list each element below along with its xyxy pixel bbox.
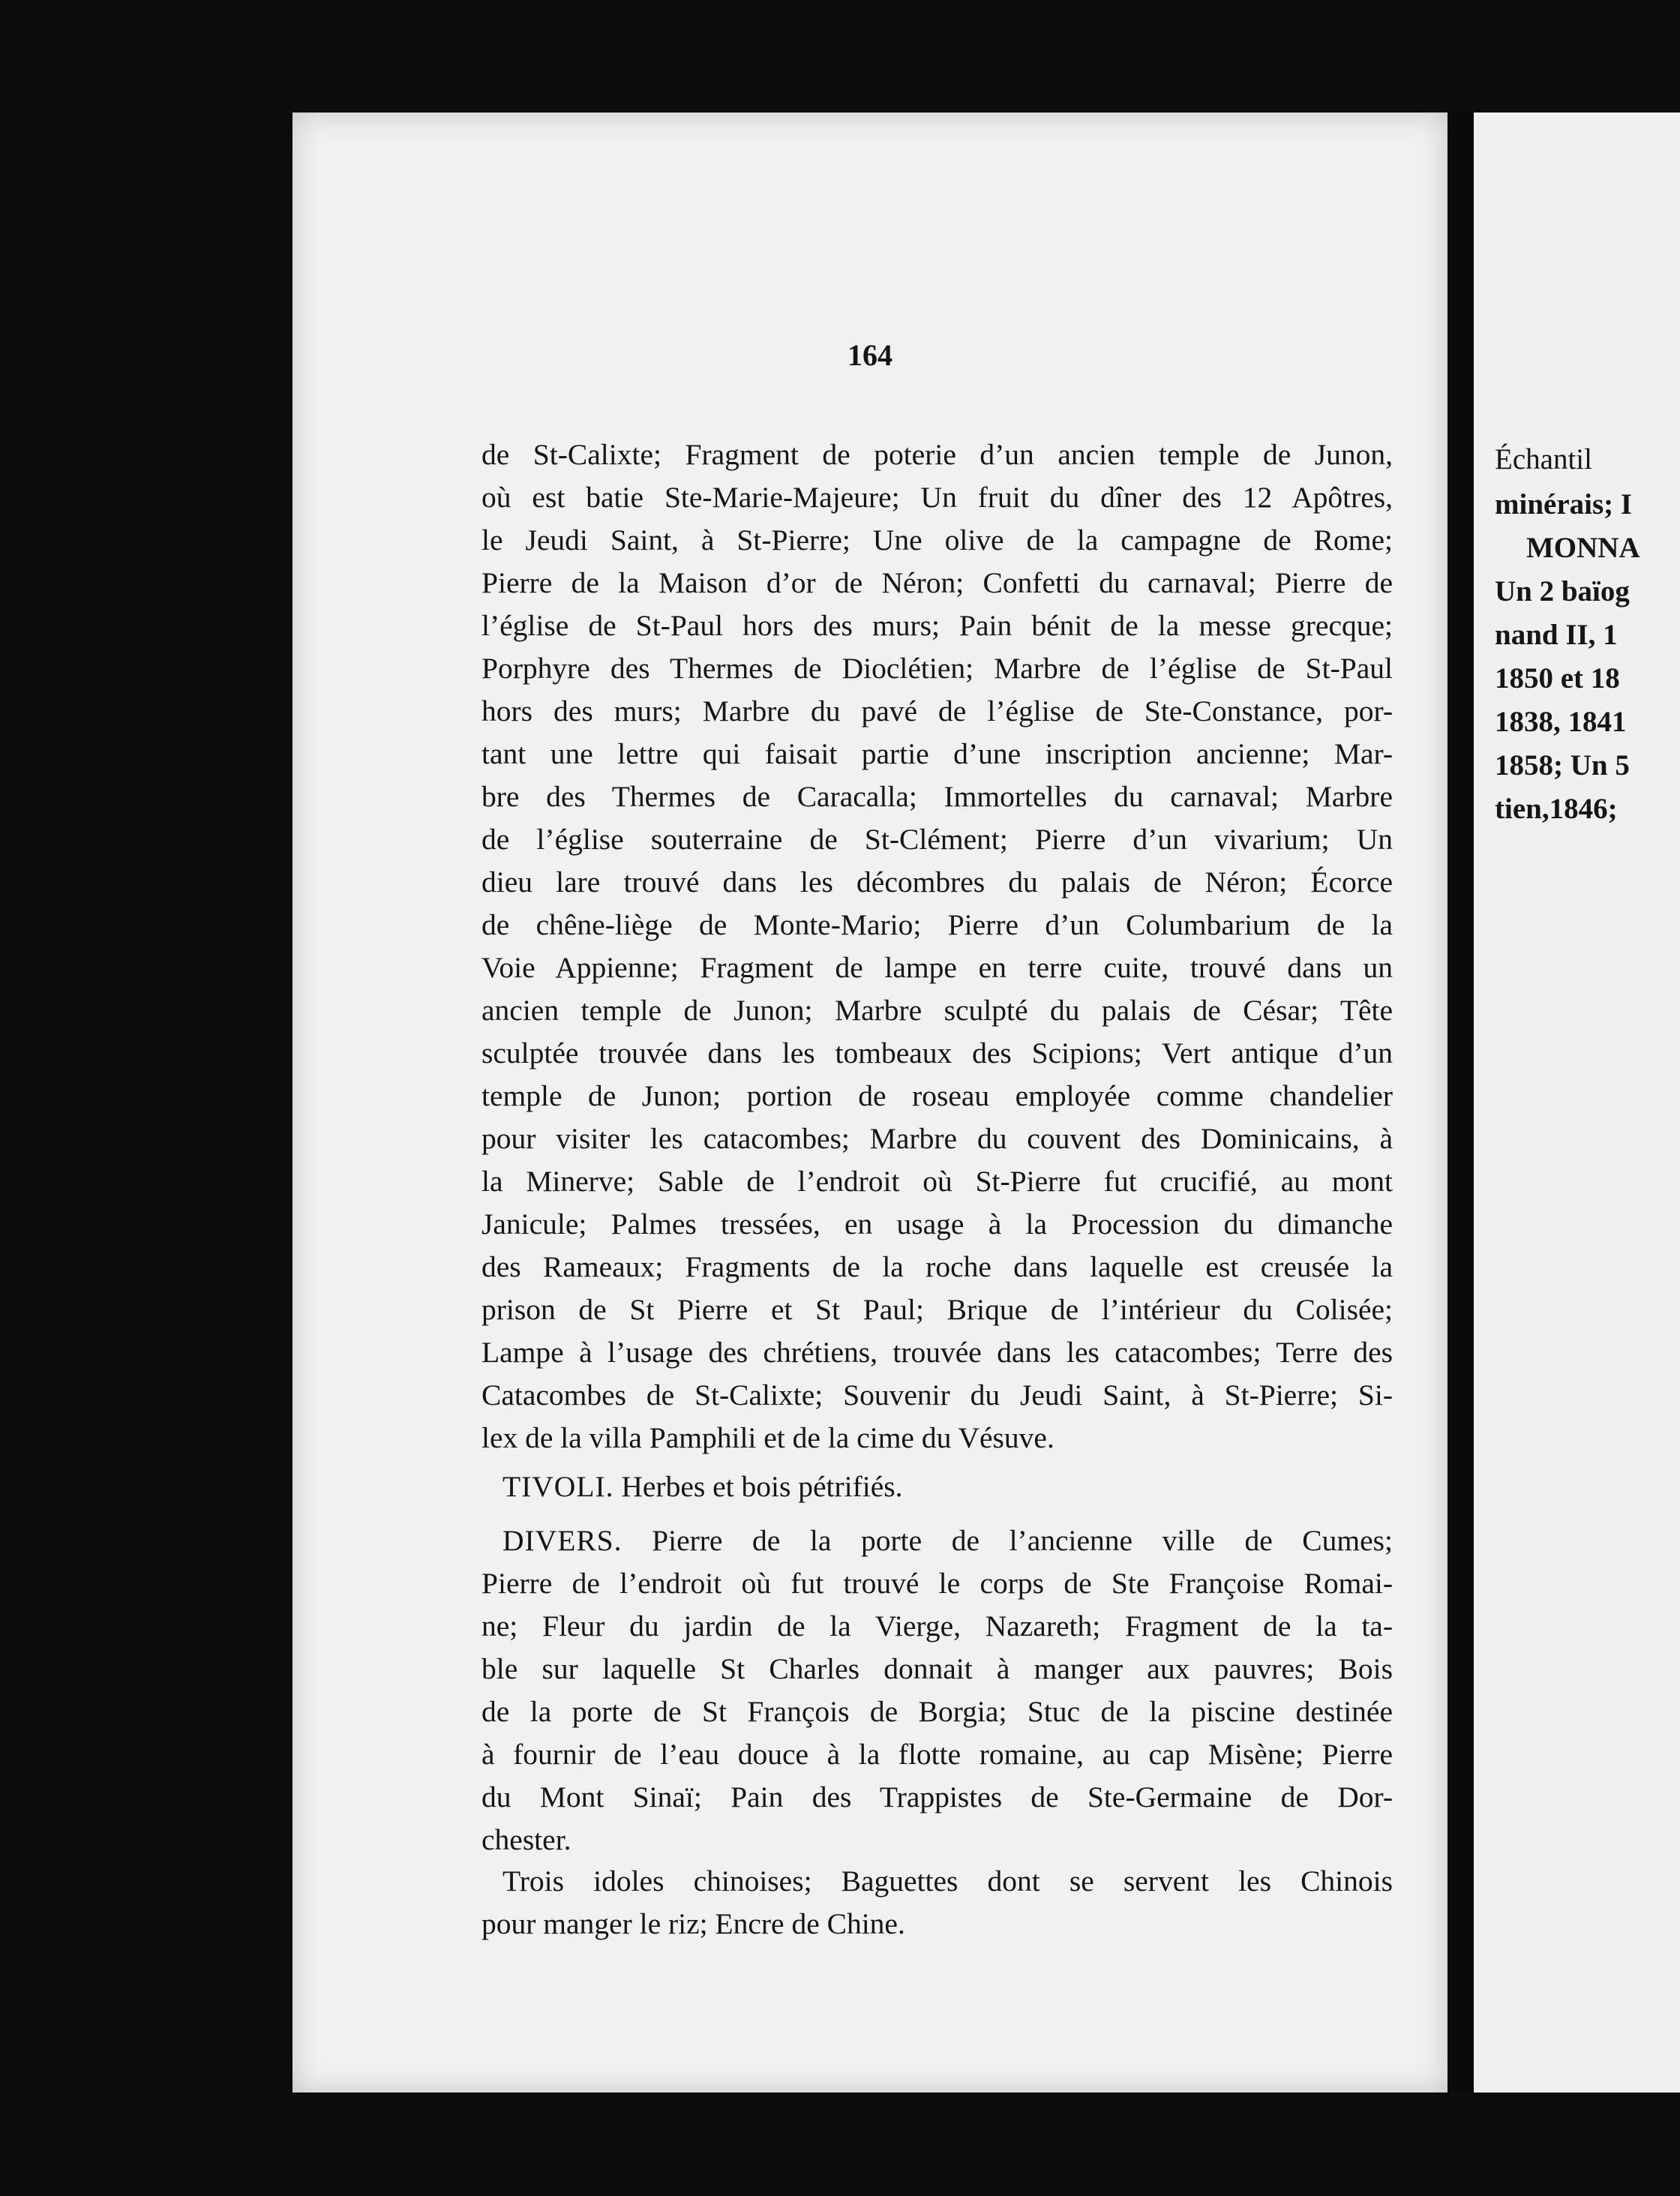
text-line: pour visiter les catacombes; Marbre du couvent des Dominicains, à: [482, 1122, 1393, 1155]
page-gutter: [1448, 112, 1474, 2092]
text-line: sculptée trouvée dans les tombeaux des Scipions; Vert antique d’un: [482, 1036, 1393, 1070]
text-line: l’église de St-Paul hors des murs; Pain bénit de la messe grecque;: [482, 609, 1393, 642]
text-line: la Minerve; Sable de l’endroit où St-Pierre fut crucifié, au mont: [482, 1165, 1393, 1198]
fragment-line: Échantil: [1495, 443, 1592, 476]
page-number: 164: [848, 338, 892, 372]
text-line: Trois idoles chinoises; Baguettes dont se servent les Chinois: [502, 1864, 1393, 1898]
fragment-line: 1858; Un 5: [1495, 749, 1630, 782]
text-line: tant une lettre qui faisait partie d’une inscription ancienne; Mar-: [482, 737, 1393, 770]
text-line: Pierre de l’endroit où fut trouvé le corps de Ste Françoise Romai-: [482, 1567, 1393, 1600]
text-line: bre des Thermes de Caracalla; Immortelles du carnaval; Marbre: [482, 780, 1393, 813]
text-line: ne; Fleur du jardin de la Vierge, Nazareth; Fragment de la ta-: [482, 1610, 1393, 1642]
divers-paragraph: [482, 1520, 1393, 1862]
fragment-line: tien,1846;: [1495, 793, 1618, 825]
fragment-line: 1850 et 18: [1495, 662, 1620, 694]
text-line: du Mont Sinaï; Pain des Trappistes de Ste-Germaine de Dor-: [482, 1780, 1393, 1814]
text-line: temple de Junon; portion de roseau employée comme chandelier: [482, 1079, 1393, 1112]
text-line: de la porte de St François de Borgia; Stuc de la piscine destinée: [482, 1695, 1393, 1728]
text-line: Janicule; Palmes tressées, en usage à la Procession du dimanche: [482, 1208, 1393, 1240]
text-line: ble sur laquelle St Charles donnait à manger aux pauvres; Bois: [482, 1652, 1393, 1685]
fragment-line: 1838, 1841: [1495, 706, 1627, 738]
text-line: de l’église souterraine de St-Clément; Pierre d’un vivarium; Un: [482, 823, 1393, 856]
text-line: ancien temple de Junon; Marbre sculpté du palais de César; Tête: [482, 994, 1393, 1027]
text-line: lex de la villa Pamphili et de la cime du Vésuve.: [482, 1421, 1054, 1454]
text-line: hors des murs; Marbre du pavé de l’église de Ste-Constance, por-: [482, 694, 1393, 728]
fragment-line: nand II, 1: [1495, 619, 1618, 651]
text-line: chester.: [482, 1823, 572, 1856]
tivoli-paragraph: [482, 1466, 1393, 1508]
text-line: Porphyre des Thermes de Dioclétien; Marbre de l’église de St-Paul: [482, 652, 1393, 685]
book-page: [292, 112, 1448, 2092]
tivoli-text: Herbes et bois pétrifiés.: [621, 1470, 903, 1503]
text-line: dieu lare trouvé dans les décombres du palais de Néron; Écorce: [482, 866, 1393, 898]
text-line: à fournir de l’eau douce à la flotte romaine, au cap Misène; Pierre: [482, 1738, 1393, 1771]
text-line: de St-Calixte; Fragment de poterie d’un ancien temple de Junon,: [482, 438, 1393, 471]
text-line: Pierre de la Maison d’or de Néron; Confetti du carnaval; Pierre de: [482, 566, 1393, 599]
fragment-line: MONNA: [1526, 532, 1640, 564]
main-paragraph: [482, 434, 1393, 1460]
chinese-paragraph: [482, 1860, 1393, 1946]
divers-text: Pierre de la porte de l’ancienne ville de Cumes;: [652, 1524, 1394, 1557]
text-line: Voie Appienne; Fragment de lampe en terre cuite, trouvé dans un: [482, 951, 1393, 984]
text-line: de chêne-liège de Monte-Mario; Pierre d’un Columbarium de la: [482, 908, 1393, 941]
text-line: [482, 1520, 1393, 1562]
divers-label: DIVERS.: [502, 1524, 622, 1557]
text-line: prison de St Pierre et St Paul; Brique de l’intérieur du Colisée;: [482, 1293, 1393, 1326]
adjacent-page-fragment: [1474, 112, 1680, 2092]
fragment-line: minérais; I: [1495, 488, 1633, 520]
text-line: le Jeudi Saint, à St-Pierre; Une olive de la campagne de Rome;: [482, 524, 1393, 556]
text-line: où est batie Ste-Marie-Majeure; Un fruit du dîner des 12 Apôtres,: [482, 481, 1393, 514]
text-line: Catacombes de St-Calixte; Souvenir du Jeudi Saint, à St-Pierre; Si-: [482, 1378, 1393, 1412]
text-line: pour manger le riz; Encre de Chine.: [482, 1907, 905, 1940]
tivoli-label: TIVOLI.: [502, 1470, 614, 1503]
text-line: Lampe à l’usage des chrétiens, trouvée dans les catacombes; Terre des: [482, 1336, 1393, 1369]
text-line: des Rameaux; Fragments de la roche dans laquelle est creusée la: [482, 1250, 1393, 1283]
fragment-line: Un 2 baïog: [1495, 575, 1630, 608]
